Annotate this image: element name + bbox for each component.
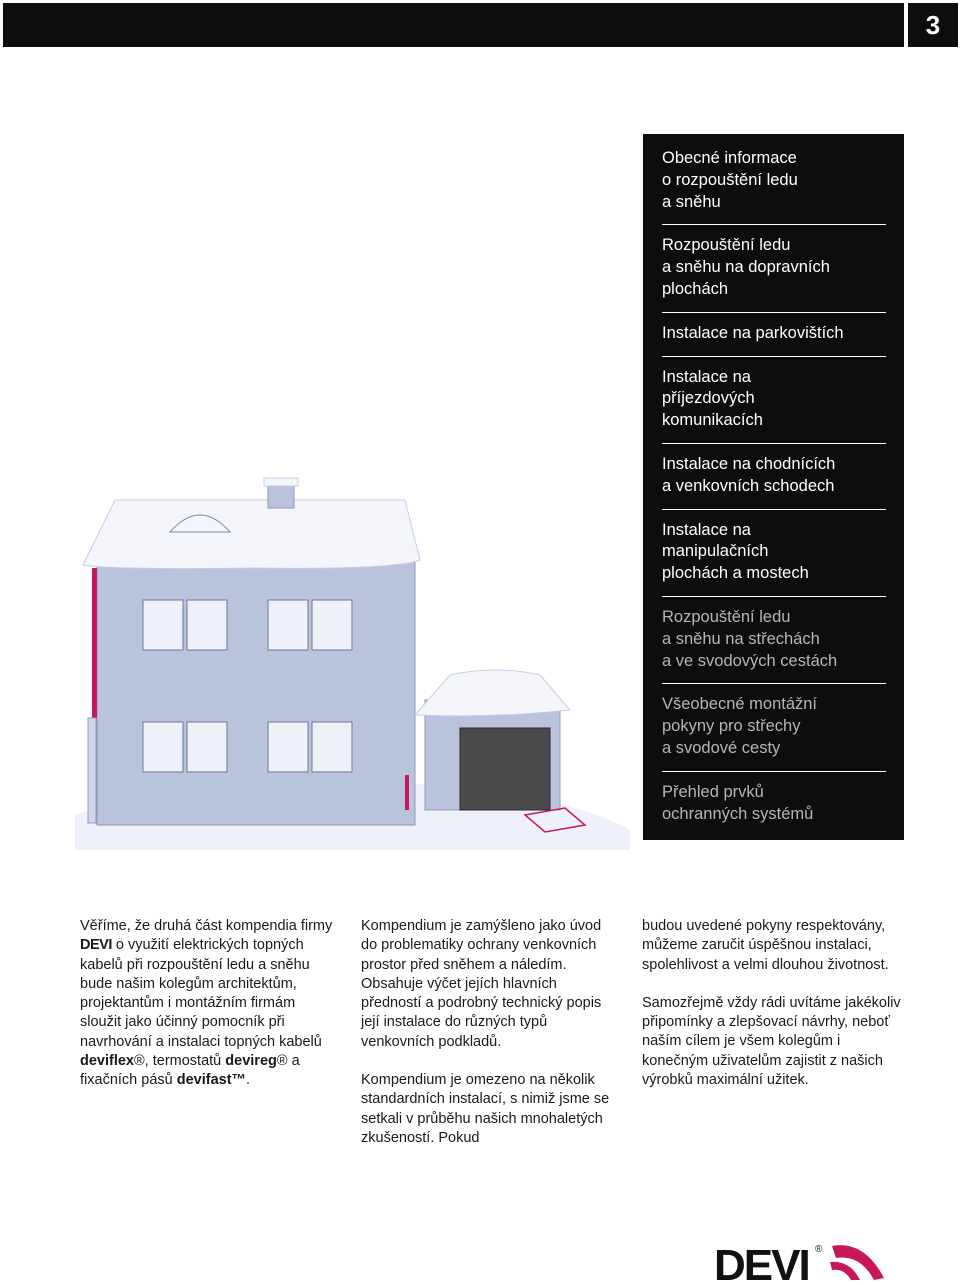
- paragraph: Samozřejmě vždy rádi uvítáme jakékoliv připomínky a zlepšovací návrhy, neboť naším cílem je všem kolegům i konečným uživatelům zajistit z našich výrobků maximální užitek.: [642, 994, 901, 1089]
- paragraph: Kompendium je omezeno na několik standardních instalací, s nimiž jsme se setkali v průběhu našich mnohaletých zkušeností. Pokud: [361, 1072, 610, 1146]
- toc-item[interactable]: [662, 235, 886, 312]
- toc-item[interactable]: [662, 694, 886, 771]
- toc-item[interactable]: [662, 367, 886, 444]
- heating-cable: [405, 775, 409, 810]
- toc-item[interactable]: [662, 323, 886, 357]
- toc-item[interactable]: [662, 454, 886, 510]
- toc-item-label: Instalace na manipulačních plochách a mostech: [662, 520, 809, 583]
- toc-item[interactable]: [662, 520, 886, 597]
- body-column-2: [361, 917, 621, 1167]
- header-bar: [3, 3, 904, 47]
- product-devifast: devifast™: [176, 1072, 247, 1089]
- toc-item-label: Rozpouštění ledu a sněhu na dopravních plochách: [662, 236, 830, 298]
- body-column-3: [642, 917, 902, 1109]
- text: Věříme, že druhá část kompendia firmy: [80, 918, 333, 934]
- house-illustration: [75, 470, 635, 850]
- toc-item-label: Všeobecné montážní pokyny pro střechy a svodové cesty: [662, 695, 818, 757]
- house-wall: [97, 555, 415, 825]
- toc-item[interactable]: [662, 607, 886, 684]
- page-number: 3: [908, 3, 958, 47]
- text: ®, termostatů: [134, 1053, 226, 1070]
- toc-item-label: Instalace na parkovištích: [662, 323, 844, 342]
- text: ® a fixačních pásů: [80, 1053, 300, 1089]
- text: .: [246, 1072, 251, 1089]
- toc-item-label: Přehled prvků ochranných systémů: [662, 782, 814, 823]
- logo-registered: ®: [815, 1244, 823, 1255]
- paragraph: Kompendium je zamýšleno jako úvod do problematiky ochrany venkovních prostor před sněhem a náledím. Obsahuje výčet jejích hlavních předností a podrobný technický popis její instalace do různých typů venkovních podkladů.: [361, 918, 602, 1050]
- paragraph: [80, 917, 340, 1091]
- product-deviflex: deviflex: [80, 1053, 134, 1070]
- body-column-1: [80, 917, 340, 1110]
- paragraph: budou uvedené pokyny respektovány, můžeme zaručit úspěšnou instalaci, spolehlivost a velmi dlouhou životnost.: [642, 918, 889, 973]
- downpipe: [88, 718, 96, 823]
- table-of-contents: [643, 134, 904, 840]
- garage-door: [460, 728, 550, 810]
- toc-item-label: Obecné informace o rozpouštění ledu a sněhu: [662, 149, 798, 211]
- text: o využití elektrických topných kabelů při rozpouštění ledu a sněhu bude našim kolegům architektům, projektantům i montážním firmám sloužit jako účinný pomocník při navrhování a instalaci topných kabelů: [80, 937, 322, 1050]
- logo-text: DEVI: [714, 1241, 809, 1282]
- toc-item[interactable]: [662, 148, 886, 225]
- toc-item-label: Instalace na příjezdových komunikacích: [662, 367, 763, 430]
- toc-item-label: Instalace na chodnících a venkovních schodech: [662, 454, 836, 495]
- devi-logo: [714, 1238, 886, 1282]
- toc-item[interactable]: [662, 782, 886, 837]
- roof-snow: [83, 500, 420, 569]
- heating-cable: [92, 568, 97, 718]
- brand-devi: DEVI: [80, 937, 112, 954]
- toc-item-label: Rozpouštění ledu a sněhu na střechách a ve svodových cestách: [662, 607, 838, 670]
- product-devireg: devireg: [225, 1053, 277, 1070]
- garage-roof-snow: [415, 670, 570, 716]
